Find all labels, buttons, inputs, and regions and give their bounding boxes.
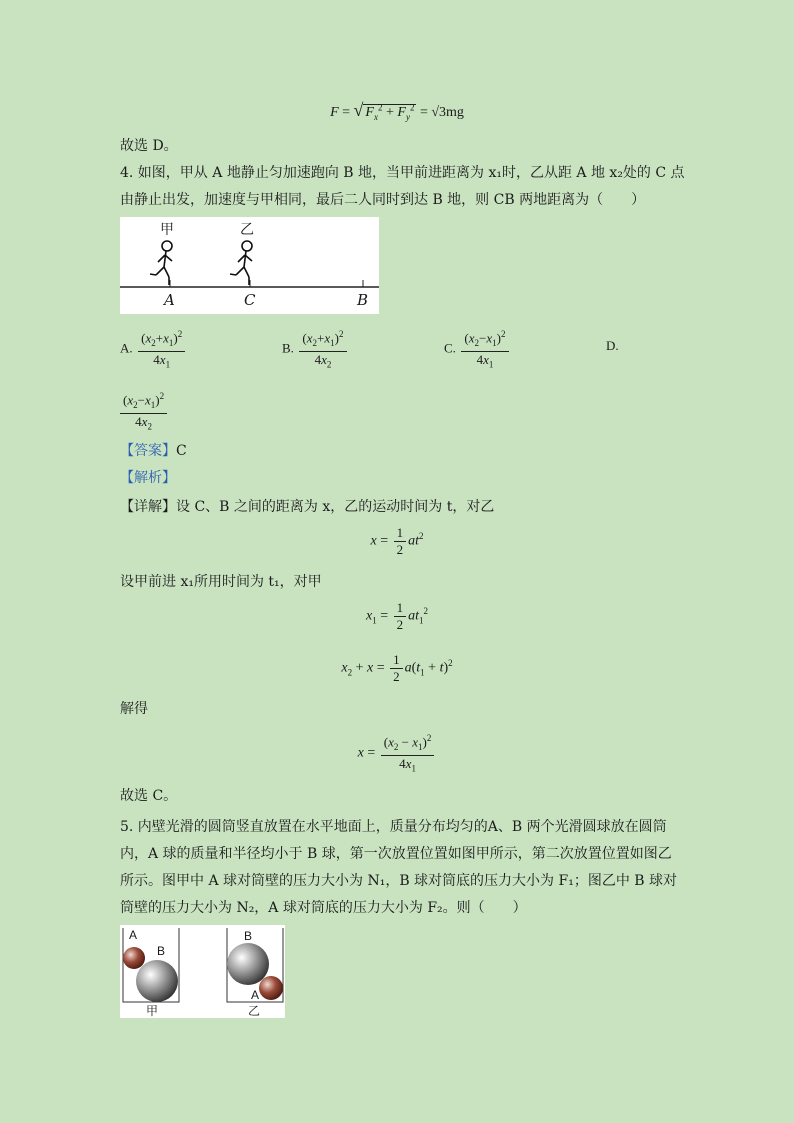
answer-value: C: [176, 443, 187, 459]
q4-line1: 4. 如图，甲从 A 地静止匀加速跑向 B 地，当甲前进距离为 x₁时，乙从距 A 地 x₂处的 C 点: [120, 165, 685, 181]
solve-text: 解得: [120, 701, 148, 717]
option-d-formula: $\frac{(x_2-x_1)^2}{4x_2}$: [118, 388, 169, 435]
q5-figure: [120, 925, 285, 1018]
right-ball-a-label: A: [251, 988, 260, 1002]
runner-a-icon: [150, 241, 172, 285]
point-a-label: A: [164, 291, 175, 309]
q5-line3: 所示。图甲中 A 球对筒壁的压力大小为 N₁，B 球对筒底的压力大小为 F₁；图乙中 B 球对: [120, 873, 678, 889]
q5-line4: 筒壁的压力大小为 N₂，A 球对筒底的压力大小为 F₂。则（ ）: [120, 900, 527, 916]
equation-2: $x_1$ = $\frac{1}{2}$ $at_1^2$: [365, 600, 428, 632]
right-ball-b-label: B: [244, 929, 253, 943]
option-c[interactable]: C. $\frac{(x_2-x_1)^2}{4x_1}$: [444, 326, 511, 373]
point-c-label: C: [244, 291, 256, 309]
cylinders-diagram: [120, 925, 285, 1018]
ball-a-right: [259, 976, 283, 1000]
answer-line: [120, 441, 187, 461]
equation-3: $x_2 + x$ = $\frac{1}{2}$ $a(t_1 + t)^2$: [341, 652, 453, 684]
runner-a-label: 甲: [160, 222, 174, 238]
equation-1: x = $\frac{1}{2}$ $at^2$: [370, 525, 424, 557]
option-b-label: B.: [282, 340, 294, 356]
option-a-label: A.: [120, 340, 133, 356]
detail-line: [120, 497, 494, 517]
equation-4: x = $\frac{(x_2 - x_1)^2}{4x_1}$: [0, 730, 794, 777]
formula-lhs: F: [330, 105, 339, 120]
q4-conclusion: 故选 C。: [120, 788, 178, 804]
answer-tag: 【答案】: [120, 443, 176, 459]
q4-line2: 由静止出发，加速度与甲相同，最后二人同时到达 B 地，则 CB 两地距离为（ ）: [120, 192, 646, 208]
q5-line1: 5. 内壁光滑的圆筒竖直放置在水平地面上，质量分布均匀的A、B 两个光滑圆球放在圆筒: [120, 819, 667, 835]
option-d[interactable]: [606, 338, 619, 355]
runner-b-label: 乙: [240, 222, 254, 238]
option-d-label: D.: [606, 338, 619, 353]
ball-a-left: [123, 947, 145, 969]
ball-b-right: [227, 943, 269, 985]
analysis-tag: 【解析】: [120, 470, 176, 486]
runner-b-icon: [230, 241, 252, 285]
formula-rhs: √3mg: [431, 105, 464, 120]
detail-tag: 【详解】: [120, 499, 176, 515]
q5-line2: 内，A 球的质量和半径均小于 B 球，第一次放置位置如图甲所示，第二次放置位置如图乙: [120, 846, 672, 862]
right-caption: 乙: [248, 1004, 261, 1018]
option-a[interactable]: A. $\frac{(x_2+x_1)^2}{4x_1}$: [120, 326, 187, 373]
q4-figure: [120, 217, 379, 314]
prev-conclusion: 故选 D。: [120, 138, 178, 154]
left-ball-b-label: B: [157, 944, 166, 958]
left-caption: 甲: [146, 1004, 159, 1018]
option-c-label: C.: [444, 340, 456, 356]
ball-b-left: [136, 960, 178, 1002]
force-formula: F = √ $F_x^2 + F_y^2 = √3mg$: [330, 100, 464, 122]
step2-text: 设甲前进 x₁所用时间为 t₁，对甲: [120, 574, 322, 590]
option-b[interactable]: B. $\frac{(x_2+x_1)^2}{4x_2}$: [282, 326, 349, 373]
detail-text: 设 C、B 之间的距离为 x，乙的运动时间为 t，对乙: [176, 499, 495, 515]
left-ball-a-label: A: [129, 928, 138, 942]
point-b-label: B: [357, 291, 369, 309]
